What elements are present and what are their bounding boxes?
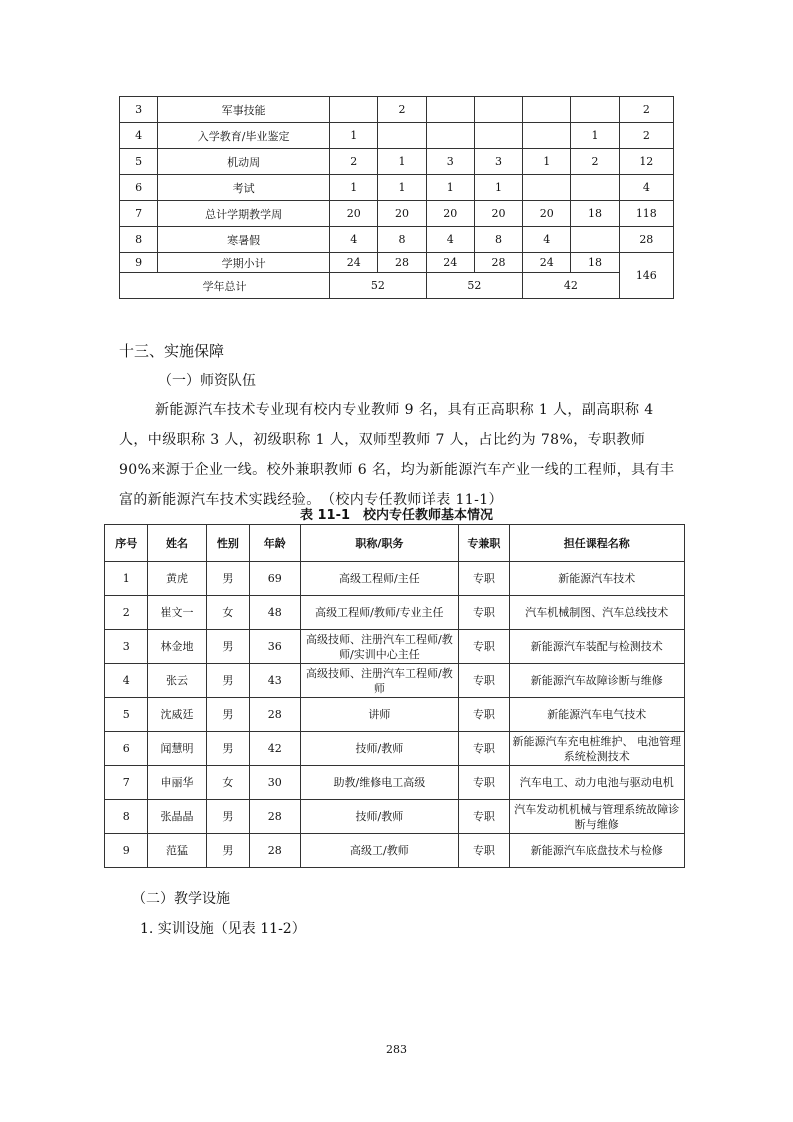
teacher-cell: 4 — [105, 664, 148, 698]
table-row — [120, 227, 674, 253]
semester-cell — [571, 175, 619, 201]
teacher-cell: 新能源汽车底盘技术与检修 — [509, 834, 684, 868]
item-name-cell: 机动周 — [158, 149, 330, 175]
total-cell: 118 — [619, 201, 673, 227]
table-row — [105, 664, 685, 698]
semester-cell: 4 — [523, 227, 571, 253]
teacher-cell: 8 — [105, 800, 148, 834]
semester-cell: 1 — [523, 149, 571, 175]
faculty-paragraph — [119, 395, 679, 515]
subsection-heading-facilities: （二）教学设施 — [132, 891, 230, 907]
row-number-cell: 8 — [120, 227, 158, 253]
teacher-table-header — [105, 525, 685, 562]
teacher-cell: 技师/教师 — [300, 732, 459, 766]
section-heading: 十三、实施保障 — [119, 342, 225, 360]
teacher-cell: 女 — [206, 766, 249, 800]
total-cell: 2 — [619, 123, 673, 149]
teacher-cell: 高级技师、注册汽车工程师/教师 — [300, 664, 459, 698]
table-row — [105, 562, 685, 596]
teacher-cell: 崔文一 — [148, 596, 206, 630]
teacher-cell: 闻慧明 — [148, 732, 206, 766]
semester-cell: 28 — [474, 253, 522, 273]
teacher-cell: 69 — [250, 562, 300, 596]
semester-cell: 2 — [378, 97, 426, 123]
teacher-cell: 汽车电工、动力电池与驱动电机 — [509, 766, 684, 800]
teacher-cell: 新能源汽车技术 — [509, 562, 684, 596]
semester-cell: 1 — [426, 175, 474, 201]
table-row — [120, 149, 674, 175]
semester-cell: 24 — [426, 253, 474, 273]
teacher-cell: 36 — [250, 630, 300, 664]
table-row — [120, 175, 674, 201]
teacher-cell: 新能源汽车装配与检测技术 — [509, 630, 684, 664]
teacher-cell: 申丽华 — [148, 766, 206, 800]
teacher-cell: 28 — [250, 698, 300, 732]
teacher-cell: 28 — [250, 800, 300, 834]
semester-cell: 24 — [330, 253, 378, 273]
teacher-cell: 高级工/教师 — [300, 834, 459, 868]
year-total-cell: 52 — [330, 273, 427, 299]
table-row — [105, 766, 685, 800]
semester-cell: 18 — [571, 201, 619, 227]
semester-cell — [474, 123, 522, 149]
year-total-row — [120, 273, 674, 299]
teacher-cell: 专职 — [459, 630, 509, 664]
table-row — [120, 97, 674, 123]
semester-cell — [523, 97, 571, 123]
semester-cell: 1 — [571, 123, 619, 149]
table-row — [120, 123, 674, 149]
year-total-cell: 42 — [523, 273, 620, 299]
teacher-cell: 林金地 — [148, 630, 206, 664]
teacher-cell: 高级工程师/教师/专业主任 — [300, 596, 459, 630]
item-name-cell: 考试 — [158, 175, 330, 201]
semester-cell: 20 — [474, 201, 522, 227]
column-header: 年龄 — [250, 525, 300, 562]
teacher-cell: 专职 — [459, 664, 509, 698]
semester-cell — [571, 227, 619, 253]
table-row — [105, 800, 685, 834]
teacher-cell: 3 — [105, 630, 148, 664]
column-header: 专兼职 — [459, 525, 509, 562]
item-name-cell: 总计学期教学周 — [158, 201, 330, 227]
semester-cell — [474, 97, 522, 123]
total-cell: 28 — [619, 227, 673, 253]
subsection-heading-faculty: （一）师资队伍 — [158, 373, 256, 389]
column-header: 序号 — [105, 525, 148, 562]
teacher-cell: 专职 — [459, 732, 509, 766]
table-row — [120, 201, 674, 227]
semester-cell — [378, 123, 426, 149]
semester-cell: 28 — [378, 253, 426, 273]
semester-cell — [571, 97, 619, 123]
semester-cell: 20 — [426, 201, 474, 227]
teacher-cell: 男 — [206, 800, 249, 834]
teacher-cell: 新能源汽车电气技术 — [509, 698, 684, 732]
column-header: 职称/职务 — [300, 525, 459, 562]
teacher-cell: 汽车发动机机械与管理系统故障诊断与维修 — [509, 800, 684, 834]
teacher-cell: 高级技师、注册汽车工程师/教师/实训中心主任 — [300, 630, 459, 664]
teacher-cell: 专职 — [459, 596, 509, 630]
semester-cell — [523, 175, 571, 201]
training-facilities-item: 1. 实训设施（见表 11-2） — [140, 921, 306, 937]
teacher-cell: 男 — [206, 834, 249, 868]
teacher-cell: 男 — [206, 630, 249, 664]
semester-cell — [330, 97, 378, 123]
semester-cell: 1 — [474, 175, 522, 201]
semester-cell: 20 — [523, 201, 571, 227]
teacher-cell: 7 — [105, 766, 148, 800]
semester-cell: 1 — [330, 123, 378, 149]
semester-cell — [523, 123, 571, 149]
semester-cell: 20 — [330, 201, 378, 227]
semester-schedule-table — [119, 96, 674, 299]
teacher-cell: 技师/教师 — [300, 800, 459, 834]
semester-cell: 1 — [378, 175, 426, 201]
teacher-cell: 30 — [250, 766, 300, 800]
semester-cell: 4 — [330, 227, 378, 253]
teacher-cell: 9 — [105, 834, 148, 868]
item-name-cell: 学期小计 — [158, 253, 330, 273]
semester-cell: 1 — [378, 149, 426, 175]
teacher-cell: 43 — [250, 664, 300, 698]
total-cell: 2 — [619, 97, 673, 123]
row-number-cell: 3 — [120, 97, 158, 123]
table-row — [105, 834, 685, 868]
table-row — [105, 732, 685, 766]
semester-cell: 2 — [330, 149, 378, 175]
semester-cell: 8 — [378, 227, 426, 253]
total-cell: 12 — [619, 149, 673, 175]
teacher-cell: 2 — [105, 596, 148, 630]
item-name-cell: 入学教育/毕业鉴定 — [158, 123, 330, 149]
table-row — [105, 630, 685, 664]
teacher-cell: 男 — [206, 732, 249, 766]
teacher-cell: 1 — [105, 562, 148, 596]
semester-cell — [426, 97, 474, 123]
semester-cell: 18 — [571, 253, 619, 273]
semester-cell: 1 — [330, 175, 378, 201]
teacher-cell: 新能源汽车充电桩维护、 电池管理系统检测技术 — [509, 732, 684, 766]
table-row — [105, 698, 685, 732]
page-number: 283 — [386, 1043, 407, 1056]
column-header: 姓名 — [148, 525, 206, 562]
teacher-cell: 专职 — [459, 698, 509, 732]
total-cell: 4 — [619, 175, 673, 201]
semester-cell: 24 — [523, 253, 571, 273]
teacher-cell: 助教/维修电工高级 — [300, 766, 459, 800]
year-total-cell: 52 — [426, 273, 523, 299]
row-number-cell: 4 — [120, 123, 158, 149]
teacher-cell: 专职 — [459, 834, 509, 868]
year-total-label: 学年总计 — [120, 273, 330, 299]
teacher-cell: 黄虎 — [148, 562, 206, 596]
teacher-cell: 专职 — [459, 800, 509, 834]
teacher-cell: 48 — [250, 596, 300, 630]
teacher-cell: 28 — [250, 834, 300, 868]
row-number-cell: 5 — [120, 149, 158, 175]
teacher-cell: 男 — [206, 562, 249, 596]
teacher-cell: 张晶晶 — [148, 800, 206, 834]
semester-cell: 3 — [474, 149, 522, 175]
row-number-cell: 6 — [120, 175, 158, 201]
row-number-cell: 7 — [120, 201, 158, 227]
grand-total-cell: 146 — [619, 253, 673, 299]
teacher-cell: 汽车机械制图、汽车总线技术 — [509, 596, 684, 630]
teacher-cell: 专职 — [459, 766, 509, 800]
semester-cell: 3 — [426, 149, 474, 175]
teacher-cell: 6 — [105, 732, 148, 766]
table-row — [105, 596, 685, 630]
teacher-cell: 专职 — [459, 562, 509, 596]
row-number-cell: 9 — [120, 253, 158, 273]
semester-cell: 2 — [571, 149, 619, 175]
teacher-cell: 张云 — [148, 664, 206, 698]
teacher-cell: 男 — [206, 664, 249, 698]
table-row — [120, 253, 674, 273]
semester-cell: 20 — [378, 201, 426, 227]
teacher-cell: 42 — [250, 732, 300, 766]
teacher-cell: 5 — [105, 698, 148, 732]
teacher-cell: 男 — [206, 698, 249, 732]
semester-cell: 8 — [474, 227, 522, 253]
teacher-table — [104, 524, 685, 868]
column-header: 担任课程名称 — [509, 525, 684, 562]
teacher-cell: 新能源汽车故障诊断与维修 — [509, 664, 684, 698]
teacher-cell: 范猛 — [148, 834, 206, 868]
item-name-cell: 军事技能 — [158, 97, 330, 123]
table-caption: 表 11-1 校内专任教师基本情况 — [299, 508, 494, 523]
faculty-paragraph-text: 新能源汽车技术专业现有校内专业教师 9 名，具有正高职称 1 人，副高职称 4 人，中级职称 3 人，初级职称 1 人，双师型教师 7 人，占比约为 78%，专职教师 90%来源于企业一线。校外兼职教师 6 名，均为新能源汽车产业一线的工程师，具有丰富的新能源汽车技术实践经验。 （校内专任教师详表 11-1） — [119, 402, 675, 508]
item-name-cell: 寒暑假 — [158, 227, 330, 253]
teacher-cell: 讲师 — [300, 698, 459, 732]
teacher-cell: 沈威廷 — [148, 698, 206, 732]
semester-cell: 4 — [426, 227, 474, 253]
teacher-cell: 高级工程师/主任 — [300, 562, 459, 596]
column-header: 性别 — [206, 525, 249, 562]
semester-cell — [426, 123, 474, 149]
teacher-cell: 女 — [206, 596, 249, 630]
